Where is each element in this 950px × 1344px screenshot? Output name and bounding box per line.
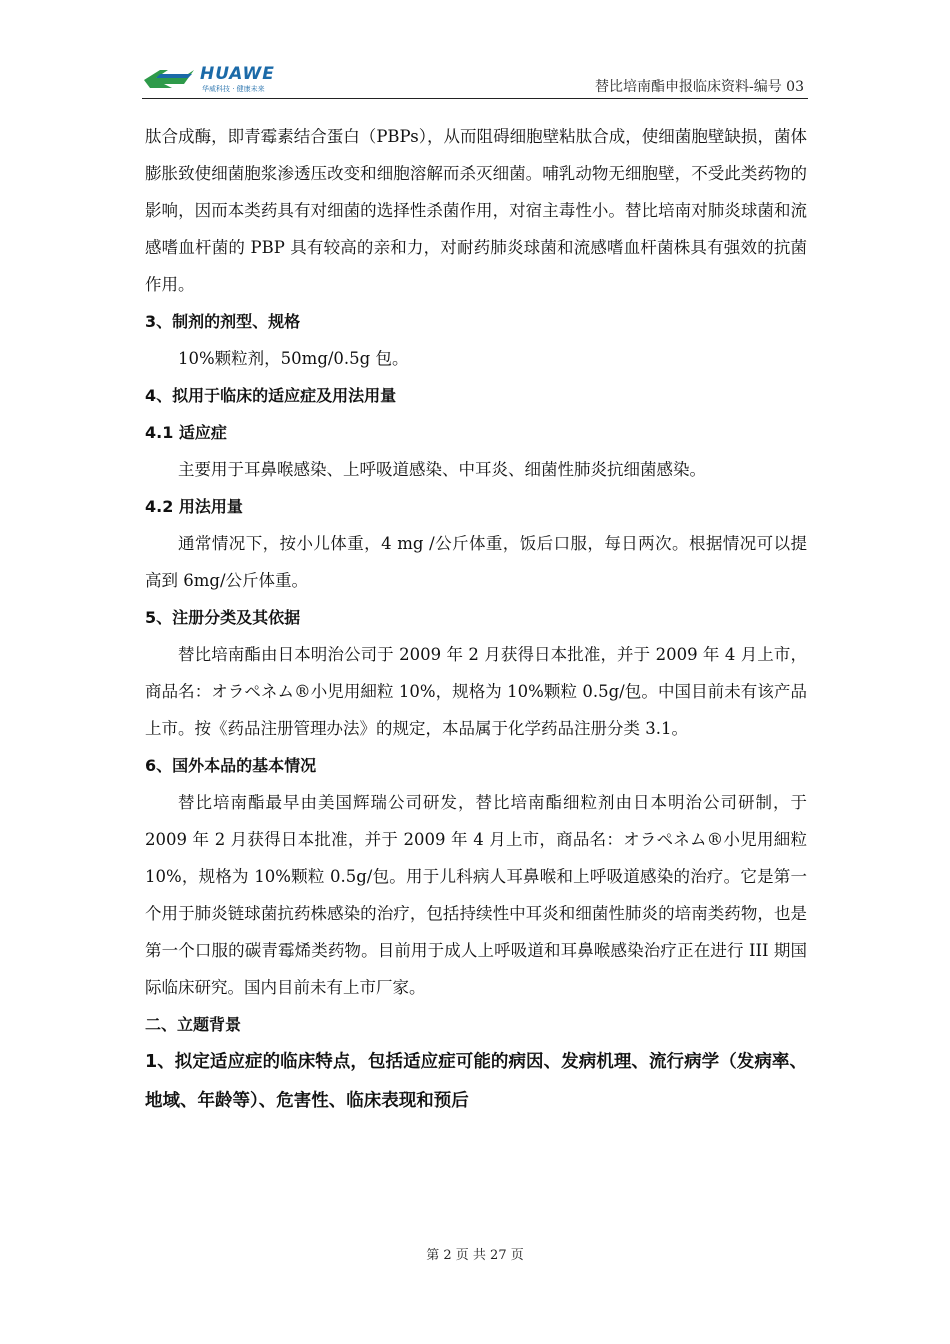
subsection-heading-4-2: 4.2 用法用量 — [145, 497, 243, 516]
company-logo — [142, 64, 312, 96]
document-body — [145, 118, 807, 1121]
section-heading-5: 5、注册分类及其依据 — [145, 608, 301, 627]
paragraph-foreign-status: 替比培南酯最早由美国辉瑞公司研发，替比培南酯细粒剂由日本明治公司研制，于 2009 年 2 月获得日本批准，并于 2009 年 4 月上市，商品名：オラペネム®小児用細粒 10%，规格为 10%颗粒 0.5g/包。用于儿科病人耳鼻喉和上呼吸道感染的治疗。它是第一个用于肺炎链球菌抗药株感染的治疗，包括持续性中耳炎和细菌性肺炎的培南类药物，也是第一个口服的碳青霉烯类药物。目前用于成人上呼吸道和耳鼻喉感染治疗正在进行 III 期国际临床研究。国内目前未有上市厂家。 — [145, 793, 807, 997]
section-heading-2-1: 1、拟定适应症的临床特点，包括适应症可能的病因、发病机理、流行病学（发病率、地域、年龄等）、危害性、临床表现和预后 — [145, 1052, 807, 1111]
page-number: 第 2 页 共 27 页 — [426, 1248, 524, 1263]
section-heading-3: 3、制剂的剂型、规格 — [145, 312, 301, 331]
subsection-heading-4-1: 4.1 适应症 — [145, 423, 227, 442]
logo-mark-icon — [142, 66, 196, 92]
logo-name: HUAWE — [200, 64, 275, 84]
section-heading-6: 6、国外本品的基本情况 — [145, 756, 317, 775]
document-title: 替比培南酯申报临床资料-编号 03 — [595, 79, 804, 95]
section-heading-4: 4、拟用于临床的适应症及用法用量 — [145, 386, 397, 405]
paragraph-usage: 通常情况下，按小儿体重，4 mg /公斤体重，饭后口服，每日两次。根据情况可以提高到 6mg/公斤体重。 — [145, 534, 807, 590]
paragraph-indications: 主要用于耳鼻喉感染、上呼吸道感染、中耳炎、细菌性肺炎抗细菌感染。 — [178, 460, 706, 479]
paragraph-registration: 替比培南酯由日本明治公司于 2009 年 2 月获得日本批准，并于 2009 年 4 月上市，商品名：オラペネム®小児用細粒 10%，规格为 10%颗粒 0.5g/包。中国目前未有该产品上市。按《药品注册管理办法》的规定，本品属于化学药品注册分类 3.1。 — [145, 645, 807, 738]
chapter-heading-2: 二、立题背景 — [145, 1015, 242, 1034]
paragraph-mechanism: 肽合成酶，即青霉素结合蛋白（PBPs），从而阻碍细胞壁粘肽合成，使细菌胞壁缺损，菌体膨胀致使细菌胞浆渗透压改变和细胞溶解而杀灭细菌。哺乳动物无细胞壁，不受此类药物的影响，因而本类药具有对细菌的选择性杀菌作用，对宿主毒性小。替比培南对肺炎球菌和流感嗜血杆菌的 PBP 具有较高的亲和力，对耐药肺炎球菌和流感嗜血杆菌株具有强效的抗菌作用。 — [145, 127, 807, 294]
page-header — [142, 62, 808, 99]
logo-slogan: 华威科技 · 健康未来 — [202, 85, 265, 93]
paragraph-dosage-form: 10%颗粒剂，50mg/0.5g 包。 — [178, 349, 409, 368]
